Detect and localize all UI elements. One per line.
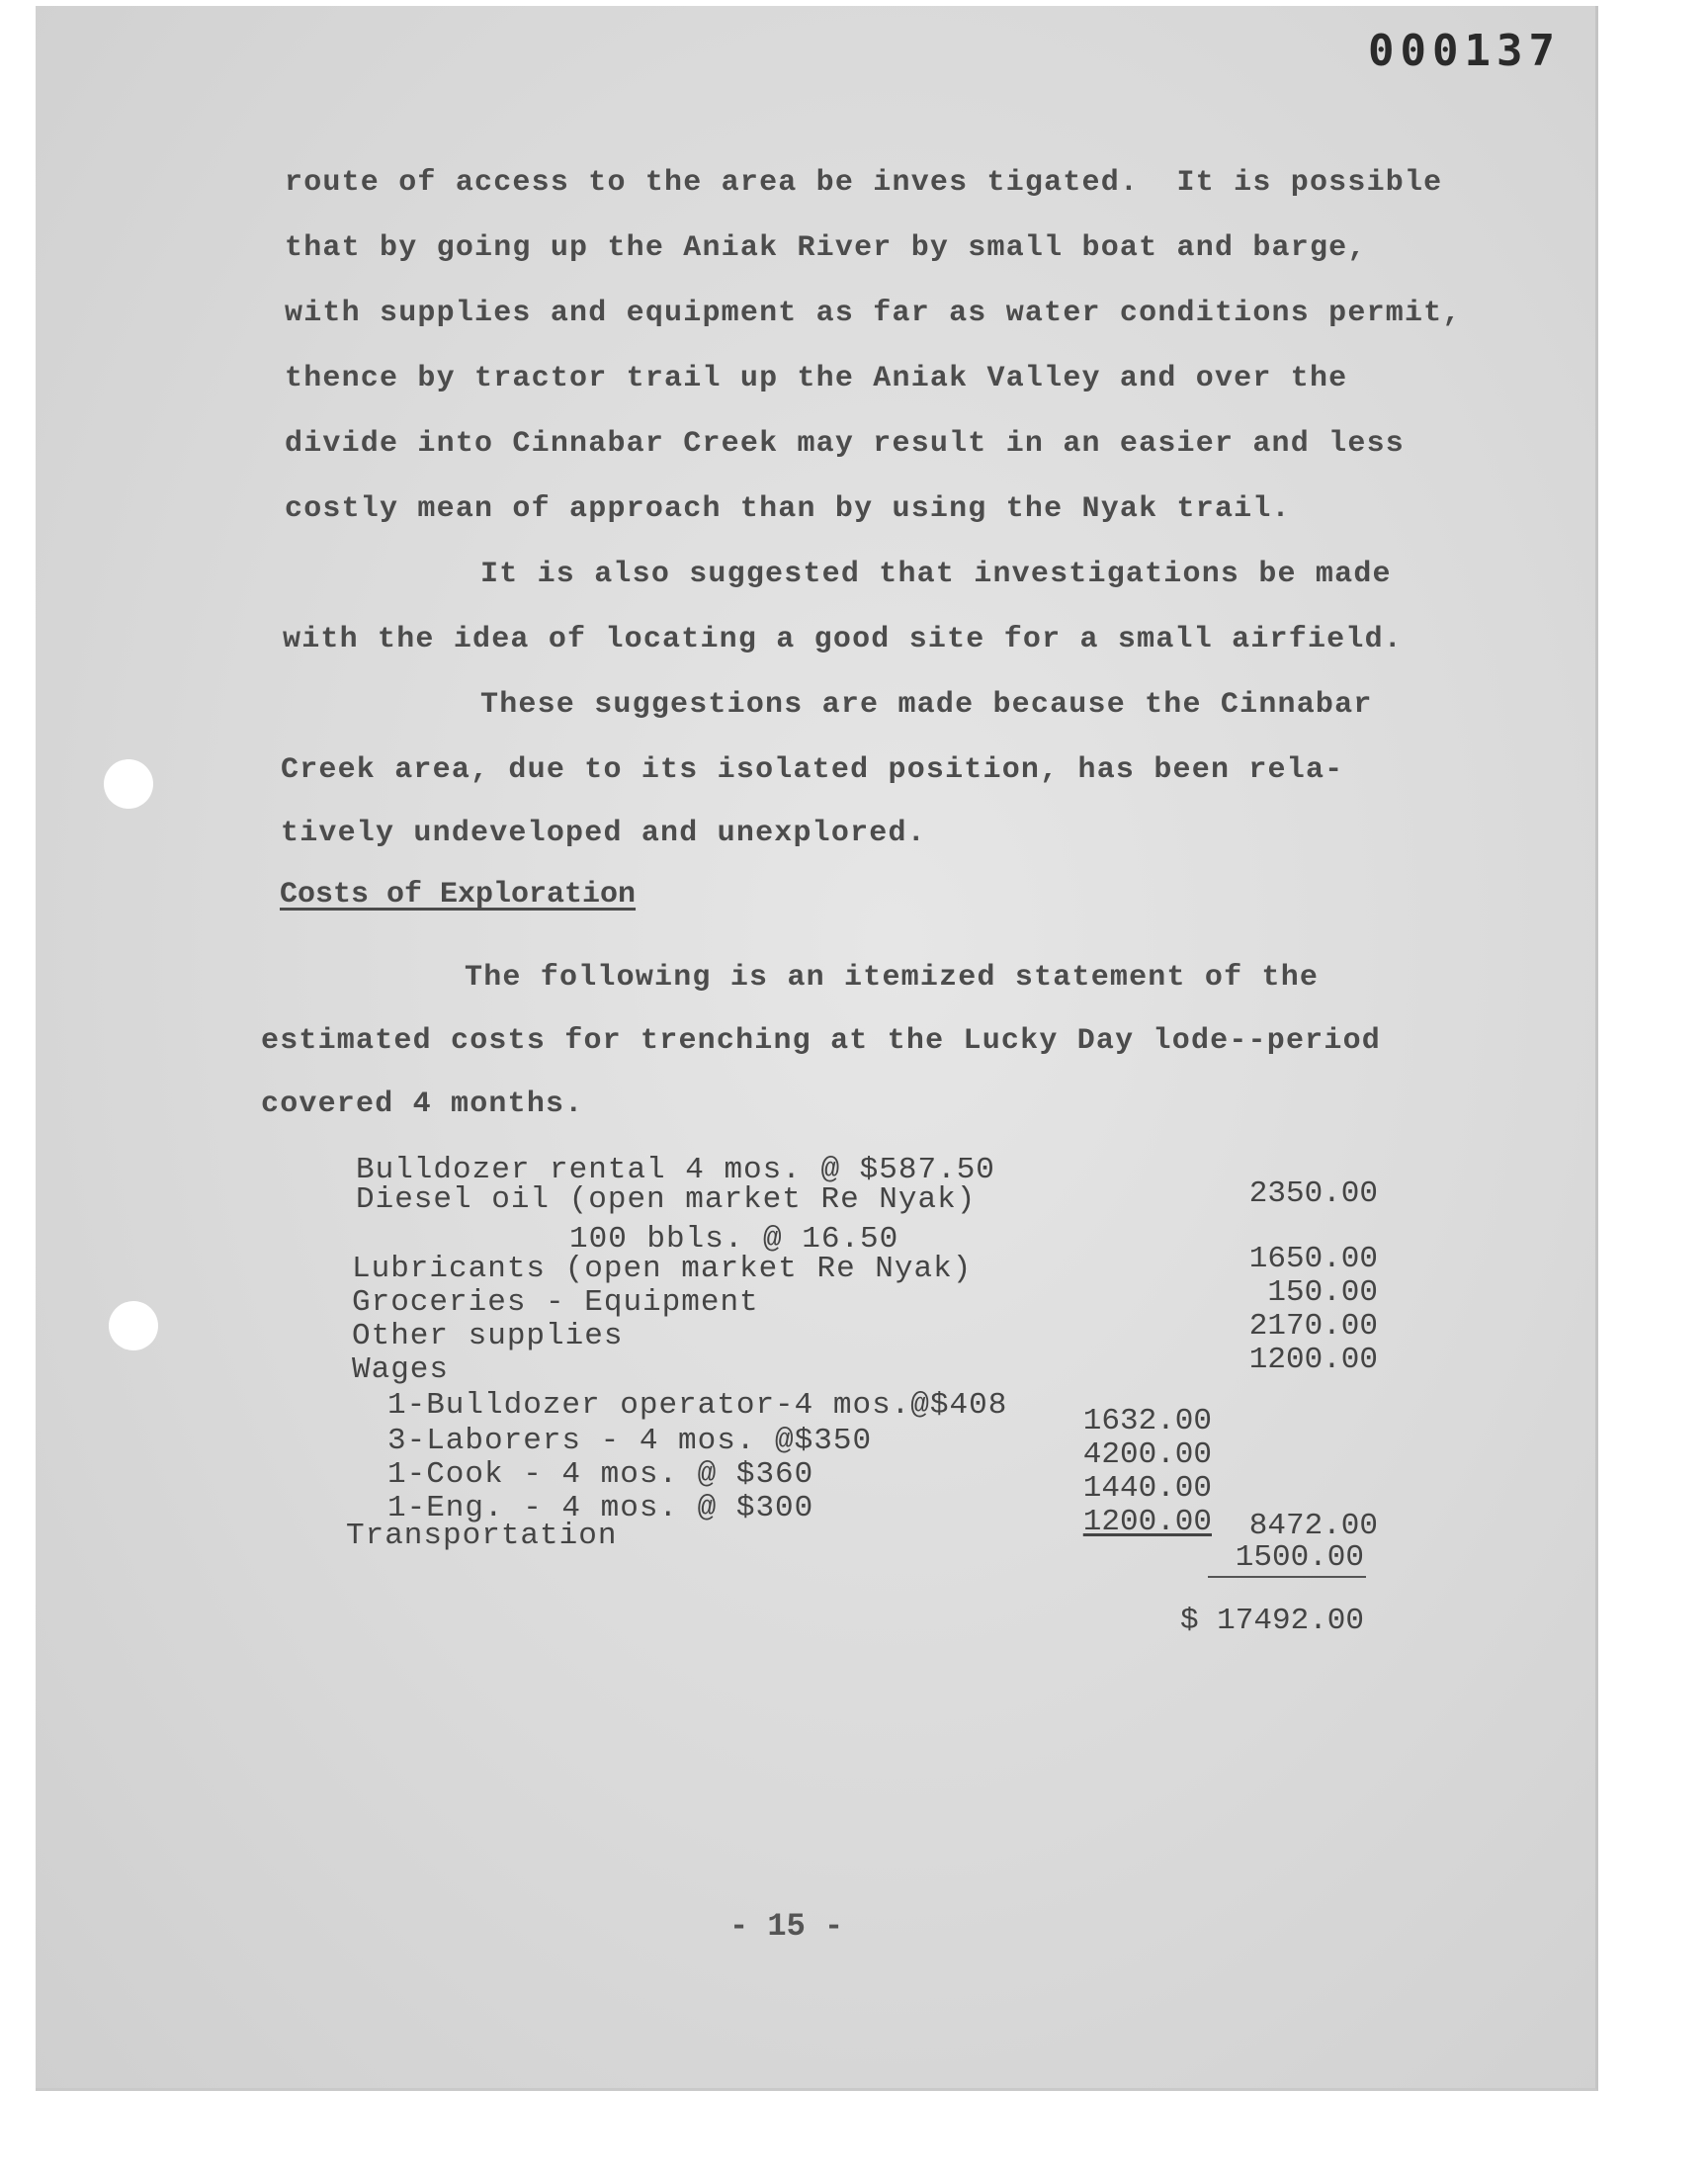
wage-item-label: 1-Cook - 4 mos. @ $360 xyxy=(387,1457,814,1492)
wage-item-amount: 4200.00 xyxy=(1082,1437,1212,1472)
cost-item-label: Wages xyxy=(352,1352,450,1387)
cost-item-label: Other supplies xyxy=(352,1319,624,1353)
wage-item-amount: 1440.00 xyxy=(1082,1471,1212,1506)
paragraph-line: route of access to the area be inves tigated. It is possible xyxy=(285,166,1443,200)
sum-rule xyxy=(1208,1576,1366,1578)
cost-item-amount: 2350.00 xyxy=(1248,1176,1378,1211)
cost-item-amount: 2170.00 xyxy=(1248,1309,1378,1344)
grand-total: $ 17492.00 xyxy=(1179,1604,1364,1638)
paragraph-line: with the idea of locating a good site for a small airfield. xyxy=(283,623,1403,656)
cost-item-amount: 1200.00 xyxy=(1248,1343,1378,1377)
paragraph-line: thence by tractor trail up the Aniak Valley and over the xyxy=(285,362,1348,395)
punch-hole xyxy=(104,759,153,809)
paragraph-line: Creek area, due to its isolated position, has been rela- xyxy=(281,753,1344,787)
paragraph-line: It is also suggested that investigations be made xyxy=(480,558,1392,591)
wage-item-label: 1-Bulldozer operator-4 mos.@$408 xyxy=(387,1388,1008,1423)
cost-item-label: Diesel oil (open market Re Nyak) xyxy=(356,1182,977,1217)
cost-item-amount: 150.00 xyxy=(1267,1275,1378,1310)
paragraph-line: with supplies and equipment as far as water conditions permit, xyxy=(285,297,1462,330)
paragraph-line: divide into Cinnabar Creek may result in an easier and less xyxy=(285,427,1405,461)
paragraph-line: These suggestions are made because the Cinnabar xyxy=(480,688,1373,722)
page-number: - 15 - xyxy=(729,1908,844,1945)
transportation-amount: 1500.00 xyxy=(1235,1540,1364,1575)
cost-item-label: Lubricants (open market Re Nyak) xyxy=(352,1252,973,1286)
cost-item-label: Groceries - Equipment xyxy=(352,1285,759,1320)
transportation-label: Transportation xyxy=(346,1519,618,1553)
cost-item-label: Bulldozer rental 4 mos. @ $587.50 xyxy=(356,1153,995,1187)
section-heading: Costs of Exploration xyxy=(280,878,637,912)
wage-item-label: 3-Laborers - 4 mos. @$350 xyxy=(387,1424,873,1458)
intro-line: The following is an itemized statement of the xyxy=(465,961,1320,995)
cost-item-amount: 1650.00 xyxy=(1248,1242,1378,1276)
paragraph-line: costly mean of approach than by using the Nyak trail. xyxy=(285,492,1291,526)
wage-item-amount: 1632.00 xyxy=(1082,1404,1212,1438)
paragraph-line: tively undeveloped and unexplored. xyxy=(281,817,926,850)
wage-item-amount: 1200.00 xyxy=(1082,1505,1212,1539)
cost-item-label: 100 bbls. @ 16.50 xyxy=(569,1222,899,1257)
punch-hole xyxy=(109,1301,158,1350)
wages-total: 8472.00 xyxy=(1248,1509,1378,1543)
intro-line: estimated costs for trenching at the Lucky Day lode--period xyxy=(261,1024,1381,1058)
wage-item-label: 1-Eng. - 4 mos. @ $300 xyxy=(387,1491,814,1525)
intro-line: covered 4 months. xyxy=(261,1088,584,1121)
paragraph-line: that by going up the Aniak River by small boat and barge, xyxy=(285,231,1367,265)
document-number: 000137 xyxy=(1368,26,1561,76)
